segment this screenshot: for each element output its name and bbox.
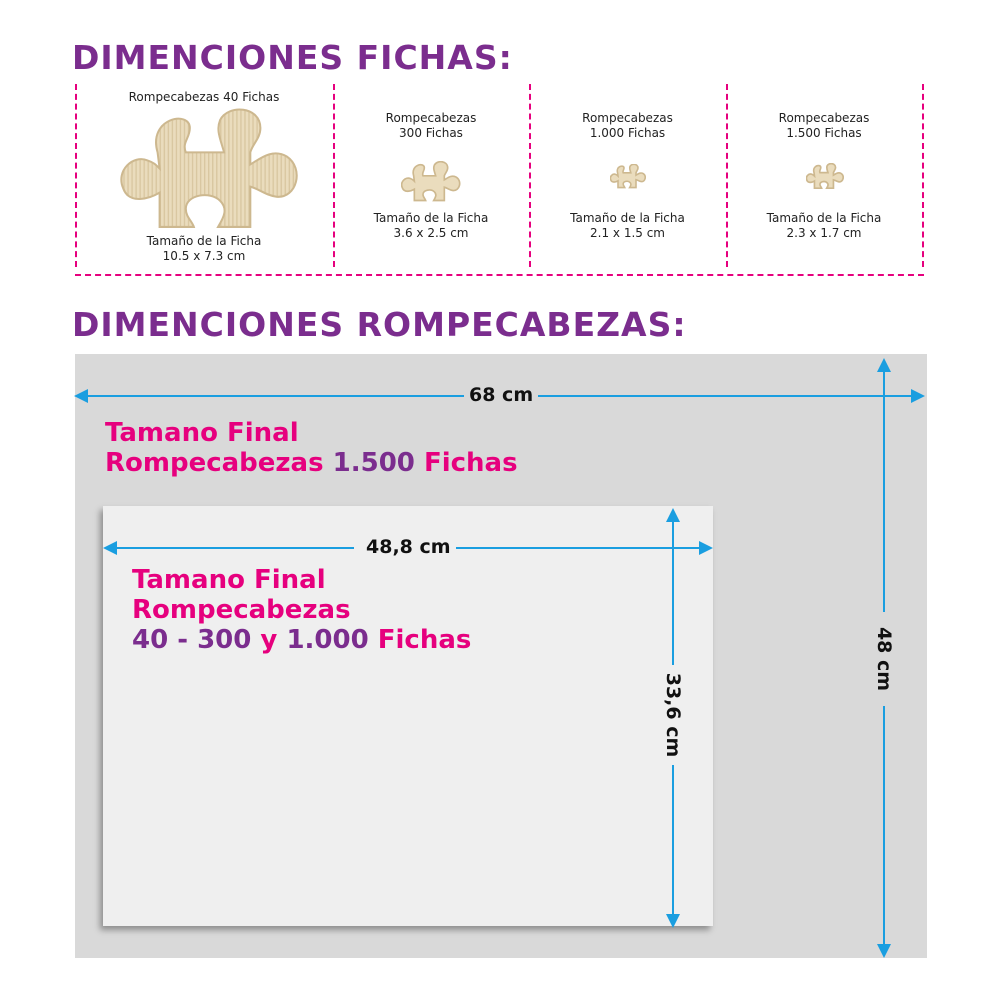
title-count: 1.500 <box>332 448 415 478</box>
puzzle-piece-icon <box>806 163 844 190</box>
puzzle-piece-icon <box>610 164 646 189</box>
piece-card-1000 <box>529 84 726 267</box>
piece-card-size <box>333 211 529 241</box>
title-text: y <box>260 625 278 655</box>
title-count: 1.000 <box>286 625 369 655</box>
title-text: Rompecabezas <box>132 595 351 625</box>
piece-card-size <box>529 211 726 241</box>
title-text: Fichas <box>423 448 518 478</box>
divider <box>922 84 924 267</box>
small-board-height-label: 33,6 cm <box>662 672 684 758</box>
big-board-title <box>105 418 518 478</box>
puzzle-piece-icon <box>119 108 301 234</box>
piece-size-value: 3.6 x 2.5 cm <box>393 226 469 240</box>
piece-size-label: Tamaño de la Ficha <box>766 211 882 225</box>
piece-title-line: 1.500 Fichas <box>786 126 862 140</box>
piece-card-title <box>726 111 922 141</box>
heading-puzzle-dimensions: DIMENCIONES ROMPECABEZAS: <box>72 305 687 344</box>
piece-size-value: 10.5 x 7.3 cm <box>162 249 246 263</box>
piece-card-title <box>75 90 333 105</box>
piece-card-title <box>333 111 529 141</box>
piece-card-size <box>75 234 333 264</box>
puzzle-piece-icon <box>401 161 461 203</box>
piece-card-title <box>529 111 726 141</box>
title-count: 40 - 300 <box>132 625 252 655</box>
title-text: Rompecabezas <box>105 448 324 478</box>
piece-title-line: Rompecabezas <box>778 111 870 125</box>
big-board-height-label: 48 cm <box>873 626 895 692</box>
piece-size-value: 2.1 x 1.5 cm <box>590 226 665 240</box>
divider <box>75 274 924 276</box>
piece-dimensions-panel <box>75 84 924 276</box>
heading-piece-dimensions: DIMENCIONES FICHAS: <box>72 38 513 77</box>
small-board-width-label: 48,8 cm <box>366 536 451 558</box>
piece-card-size <box>726 211 922 241</box>
piece-size-label: Tamaño de la Ficha <box>373 211 489 225</box>
title-text: Fichas <box>377 625 472 655</box>
piece-title-line: 1.000 Fichas <box>589 126 666 140</box>
piece-card-40 <box>75 84 333 267</box>
piece-size-label: Tamaño de la Ficha <box>146 234 262 248</box>
piece-title-line: Rompecabezas <box>385 111 477 125</box>
piece-card-300 <box>333 84 529 267</box>
small-board-title <box>132 565 471 655</box>
title-text: Tamano Final <box>105 418 299 448</box>
big-board-width-label: 68 cm <box>469 384 534 406</box>
piece-title-line: Rompecabezas 40 Fichas <box>128 90 280 104</box>
piece-title-line: 300 Fichas <box>399 126 463 140</box>
piece-card-1500 <box>726 84 922 267</box>
piece-size-value: 2.3 x 1.7 cm <box>786 226 862 240</box>
piece-size-label: Tamaño de la Ficha <box>570 211 685 225</box>
piece-title-line: Rompecabezas <box>582 111 673 125</box>
title-text: Tamano Final <box>132 565 326 595</box>
